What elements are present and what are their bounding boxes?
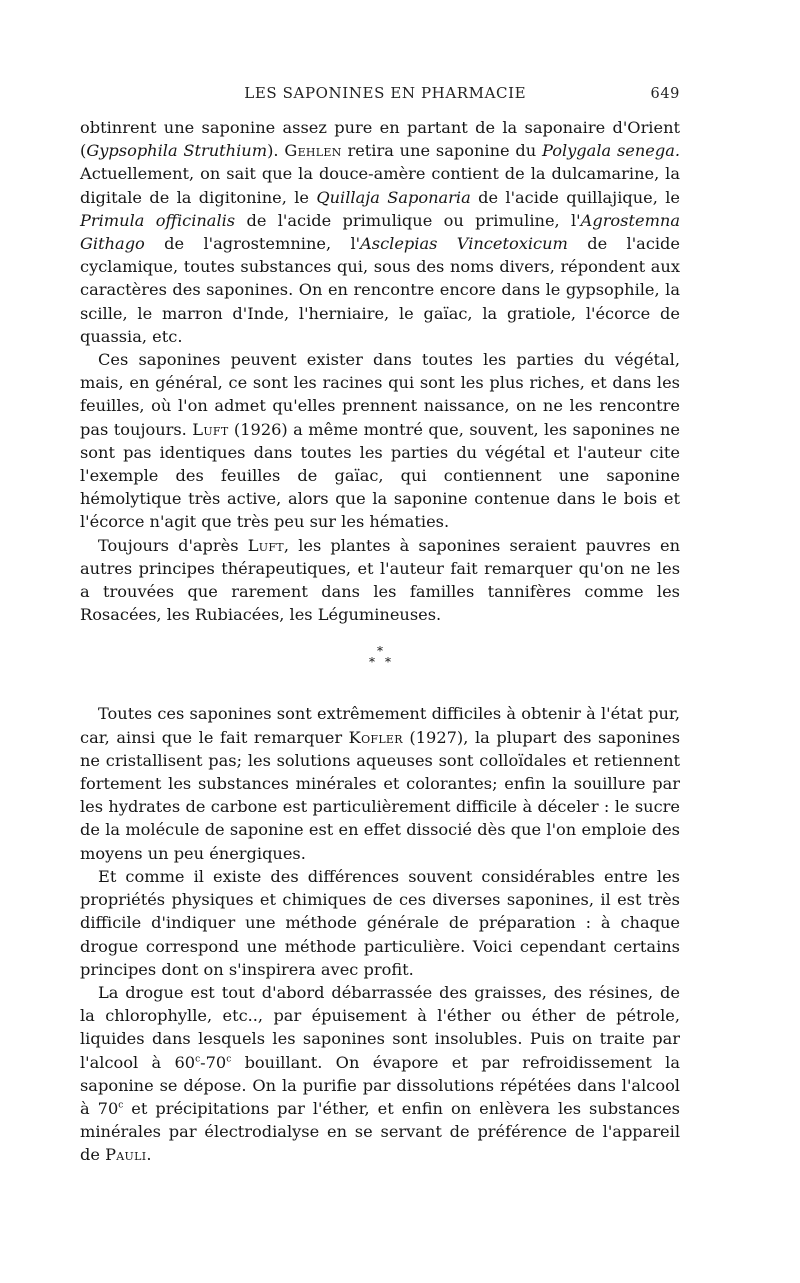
body-text <box>80 116 680 1167</box>
running-header <box>80 84 680 102</box>
text-run: retira une saponine du <box>341 141 542 161</box>
running-title: LES SAPONINES EN PHARMACIE <box>244 84 527 102</box>
superscript: c <box>118 1100 124 1111</box>
italic-term: Gypsophila Struthium <box>86 141 268 161</box>
paragraph-2 <box>80 348 680 534</box>
text-run: obtinrent une saponine assez pure en partant de la saponaire d'Orient ( <box>80 118 680 161</box>
paragraph-4 <box>80 702 680 864</box>
paragraph-6 <box>80 981 680 1167</box>
italic-term: Primula officinalis <box>80 210 236 230</box>
author-name: Luft <box>247 535 284 555</box>
superscript: c <box>195 1054 201 1065</box>
text-run: et précipitations par l'éther, et enfin on enlèvera les substances minérales par électrodialyse en se servant de préférence de l'appareil de <box>80 1098 680 1165</box>
paragraph-1 <box>80 116 680 348</box>
text-run: . <box>146 1145 152 1165</box>
page <box>80 84 680 1167</box>
text-run: (1926) a même montré que, souvent, les saponines ne sont pas identiques dans toutes les parties du végétal et l'auteur cite l'exemple des feuilles de gaïac, qui contiennent une saponine hémolytique très active, alors que la saponine contenue dans le bois et l'écorce n'agit que très peu sur les hématies. <box>80 419 680 532</box>
author-name: Luft <box>192 419 229 439</box>
paragraph-3 <box>80 534 680 627</box>
author-name: Pauli <box>105 1145 147 1165</box>
text-run: Et comme il existe des différences souvent considérables entre les propriétés physiques et chimiques de ces diverses saponines, il est très difficile d'indiquer une méthode générale de préparation : à chaque drogue correspond une méthode particulière. Voici cependant certains principes dont on s'inspirera avec profit. <box>80 866 680 979</box>
author-name: Gehlen <box>284 141 342 161</box>
text-run: de l'acide primulique ou primuline, l' <box>235 210 581 230</box>
text-run: Toujours d'après <box>98 535 248 555</box>
italic-term: Asclepias Vincetoxicum <box>360 234 568 254</box>
text-run: de l'acide quillajique, le <box>470 187 680 207</box>
author-name: Kofler <box>348 727 403 747</box>
section-break-asterism <box>80 646 680 668</box>
paragraph-5 <box>80 865 680 981</box>
text-run: Ces saponines peuvent exister dans toutes les parties du végétal, mais, en général, ce sont les racines qui sont les plus riches, et dans les feuilles, où l'on admet qu'elles prennent naissance, on ne les rencontre pas toujours. <box>80 350 680 439</box>
text-run: de l'agrostemnine, l' <box>144 234 361 254</box>
superscript: c <box>226 1054 232 1065</box>
italic-term: Quillaja Saponaria <box>316 187 471 207</box>
asterism-top: * <box>377 644 383 659</box>
text-run: , les plantes à saponines seraient pauvres en autres principes thérapeutiques, et l'auteur fait remarquer qu'on ne les a trouvées que rarement dans les familles tannifères comme les Rosacées, les Rubiacées, les Légumineuses. <box>80 535 680 625</box>
italic-term: Polygala senega. <box>542 141 681 161</box>
asterism-bottom: ** <box>369 655 401 670</box>
page-number: 649 <box>650 86 680 102</box>
text-run: Actuellement, on sait que la douce-amère contient de la dulcamarine, la digitale de la digitonine, le <box>80 164 680 207</box>
italic-term: Agrostemna Githago <box>80 210 680 254</box>
text-run: -70 <box>200 1052 227 1072</box>
text-run: ). <box>267 141 285 161</box>
text-run: (1927), la plupart des saponines ne cristallisent pas; les solutions aqueuses sont colloïdales et retiennent fortement les substances minérales et colorantes; enfin la souillure par les hydrates de carbone est particulièrement difficile à déceler : le sucre de la molécule de saponine est en effet dissocié dès que l'on emploie des moyens un peu énergiques. <box>80 727 681 863</box>
text-run: La drogue est tout d'abord débarrassée des graisses, des résines, de la chlorophylle, etc.., par épuisement à l'éther ou éther de pétrole, liquides dans lesquels les saponines sont insolubles. Puis on traite par l'alcool à 60 <box>80 982 680 1072</box>
text-run: de l'acide cyclamique, toutes substances qui, sous des noms divers, répondent aux caractères des saponines. On en rencontre encore dans le gypsophile, la scille, le marron d'Inde, l'herniaire, le gaïac, la gratiole, l'écorce de quassia, etc. <box>80 234 681 346</box>
text-run: Toutes ces saponines sont extrêmement difficiles à obtenir à l'état pur, car, ainsi que le fait remarquer <box>80 704 680 747</box>
text-run: bouillant. On évapore et par refroidissement la saponine se dépose. On la purifie par dissolutions répétées dans l'alcool à 70 <box>80 1052 680 1118</box>
